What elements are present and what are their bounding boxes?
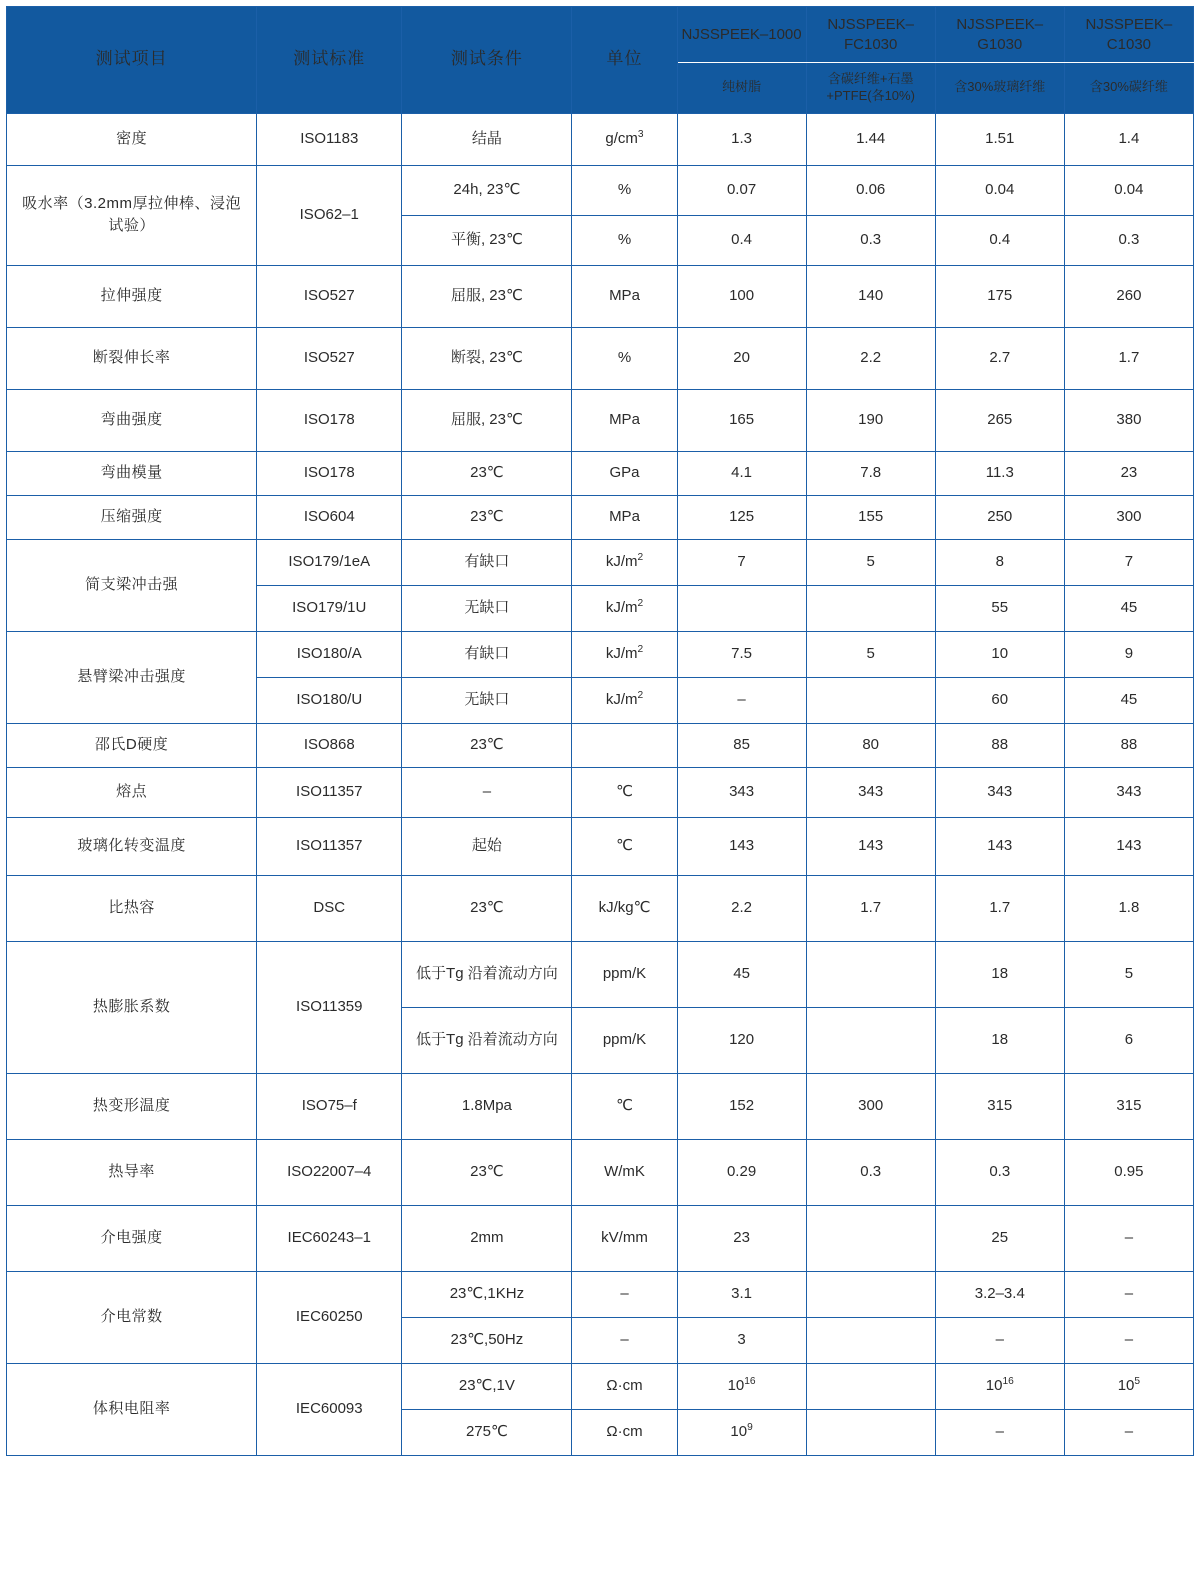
cell-value-4: 260: [1064, 265, 1193, 327]
cell-test-item: 熔点: [7, 767, 257, 817]
cell-value-1: 0.07: [677, 165, 806, 215]
cell-unit: %: [572, 215, 677, 265]
cell-value-2: [806, 1409, 935, 1455]
cell-value-3: 8: [935, 539, 1064, 585]
cell-test-condition: 屈服, 23℃: [402, 265, 572, 327]
cell-value-3: 18: [935, 1007, 1064, 1073]
cell-value-4: 343: [1064, 767, 1193, 817]
cell-unit: %: [572, 165, 677, 215]
cell-value-4: 1.8: [1064, 875, 1193, 941]
cell-value-2: 1.44: [806, 113, 935, 165]
cell-unit: $g/cm^3$: [572, 113, 677, 165]
cell-value-2: [806, 941, 935, 1007]
cell-test-condition: 23℃: [402, 723, 572, 767]
cell-unit: GPa: [572, 451, 677, 495]
cell-test-item: 比热容: [7, 875, 257, 941]
cell-value-3: 1.7: [935, 875, 1064, 941]
cell-unit: [572, 723, 677, 767]
cell-value-3: 2.7: [935, 327, 1064, 389]
cell-value-4: 45: [1064, 585, 1193, 631]
cell-value-2: 80: [806, 723, 935, 767]
cell-value-1: 1.3: [677, 113, 806, 165]
cell-test-standard: ISO179/1eA: [257, 539, 402, 585]
cell-unit: $kJ/m^2$: [572, 677, 677, 723]
table-row: [7, 1363, 1194, 1409]
cell-test-item: 介电强度: [7, 1205, 257, 1271]
cell-test-condition: 起始: [402, 817, 572, 875]
cell-test-condition: 23℃,1V: [402, 1363, 572, 1409]
cell-value-3: 11.3: [935, 451, 1064, 495]
cell-unit: –: [572, 1271, 677, 1317]
cell-value-4: 1.7: [1064, 327, 1193, 389]
cell-test-standard: ISO179/1U: [257, 585, 402, 631]
cell-test-item: 密度: [7, 113, 257, 165]
cell-value-4: 143: [1064, 817, 1193, 875]
cell-value-4: 6: [1064, 1007, 1193, 1073]
table-row: [7, 165, 1194, 215]
cell-test-item: 断裂伸长率: [7, 327, 257, 389]
cell-value-1: 343: [677, 767, 806, 817]
cell-value-2: 190: [806, 389, 935, 451]
table-row: [7, 723, 1194, 767]
cell-value-4: 9: [1064, 631, 1193, 677]
cell-value-3: 55: [935, 585, 1064, 631]
cell-value-4: 0.95: [1064, 1139, 1193, 1205]
cell-value-1: 120: [677, 1007, 806, 1073]
table-row: [7, 539, 1194, 585]
cell-test-standard: ISO527: [257, 327, 402, 389]
header-test-item: 测试项目: [7, 7, 257, 114]
cell-test-condition: 低于Tg 沿着流动方向: [402, 941, 572, 1007]
cell-test-standard: ISO22007–4: [257, 1139, 402, 1205]
cell-unit: MPa: [572, 389, 677, 451]
cell-value-1: 4.1: [677, 451, 806, 495]
cell-value-2: [806, 1317, 935, 1363]
cell-test-condition: 275℃: [402, 1409, 572, 1455]
cell-value-4: 380: [1064, 389, 1193, 451]
cell-value-4: 45: [1064, 677, 1193, 723]
cell-test-condition: 断裂, 23℃: [402, 327, 572, 389]
cell-unit: kJ/kg℃: [572, 875, 677, 941]
table-row: [7, 817, 1194, 875]
cell-value-4: $10^5$: [1064, 1363, 1193, 1409]
cell-value-3: 60: [935, 677, 1064, 723]
cell-test-condition: 有缺口: [402, 631, 572, 677]
cell-test-condition: 低于Tg 沿着流动方向: [402, 1007, 572, 1073]
table-row: [7, 113, 1194, 165]
cell-unit: ppm/K: [572, 941, 677, 1007]
cell-test-condition: 屈服, 23℃: [402, 389, 572, 451]
cell-test-standard: ISO11357: [257, 817, 402, 875]
cell-value-4: 7: [1064, 539, 1193, 585]
table-row: [7, 389, 1194, 451]
specification-table: [6, 6, 1194, 1456]
header-product-desc-2: 含碳纤维+石墨+PTFE(各10%): [806, 63, 935, 114]
cell-value-4: 0.3: [1064, 215, 1193, 265]
cell-test-item: 悬臂梁冲击强度: [7, 631, 257, 723]
cell-value-1: 23: [677, 1205, 806, 1271]
cell-value-4: 5: [1064, 941, 1193, 1007]
cell-value-2: 0.3: [806, 1139, 935, 1205]
cell-value-1: [677, 585, 806, 631]
header-product-desc-4: 含30%碳纤维: [1064, 63, 1193, 114]
cell-unit: $kJ/m^2$: [572, 539, 677, 585]
cell-value-3: 250: [935, 495, 1064, 539]
cell-test-condition: 23℃: [402, 451, 572, 495]
cell-value-1: 100: [677, 265, 806, 327]
header-product-name-3: NJSSPEEK–G1030: [935, 7, 1064, 63]
cell-value-2: 5: [806, 631, 935, 677]
cell-test-condition: 23℃: [402, 875, 572, 941]
cell-value-3: 3.2–3.4: [935, 1271, 1064, 1317]
cell-value-4: 300: [1064, 495, 1193, 539]
cell-test-item: 简支梁冲击强: [7, 539, 257, 631]
cell-test-condition: 1.8Mpa: [402, 1073, 572, 1139]
cell-value-1: 85: [677, 723, 806, 767]
cell-value-1: 20: [677, 327, 806, 389]
cell-test-item: 拉伸强度: [7, 265, 257, 327]
cell-value-2: 0.3: [806, 215, 935, 265]
cell-value-4: –: [1064, 1409, 1193, 1455]
cell-unit: Ω·cm: [572, 1409, 677, 1455]
cell-test-item: 弯曲模量: [7, 451, 257, 495]
table-row: [7, 1271, 1194, 1317]
cell-value-4: –: [1064, 1205, 1193, 1271]
cell-test-standard: ISO11357: [257, 767, 402, 817]
cell-value-1: 0.29: [677, 1139, 806, 1205]
cell-value-3: 1.51: [935, 113, 1064, 165]
cell-unit: Ω·cm: [572, 1363, 677, 1409]
cell-value-1: 125: [677, 495, 806, 539]
header-test-condition: 测试条件: [402, 7, 572, 114]
cell-test-condition: 23℃,1KHz: [402, 1271, 572, 1317]
cell-test-condition: 23℃: [402, 1139, 572, 1205]
cell-value-2: [806, 677, 935, 723]
cell-value-3: 315: [935, 1073, 1064, 1139]
cell-value-2: [806, 1271, 935, 1317]
cell-value-1: 2.2: [677, 875, 806, 941]
cell-value-3: 88: [935, 723, 1064, 767]
cell-test-standard: ISO1183: [257, 113, 402, 165]
cell-value-4: 315: [1064, 1073, 1193, 1139]
cell-test-standard: ISO868: [257, 723, 402, 767]
cell-value-1: 45: [677, 941, 806, 1007]
cell-unit: $kJ/m^2$: [572, 631, 677, 677]
cell-test-standard: ISO62–1: [257, 165, 402, 265]
cell-test-standard: ISO180/A: [257, 631, 402, 677]
table-row: [7, 265, 1194, 327]
table-row: [7, 451, 1194, 495]
cell-value-3: –: [935, 1317, 1064, 1363]
cell-value-1: $10^{16}$: [677, 1363, 806, 1409]
cell-value-3: 175: [935, 265, 1064, 327]
cell-test-condition: 24h, 23℃: [402, 165, 572, 215]
cell-test-condition: 23℃,50Hz: [402, 1317, 572, 1363]
cell-value-1: 3.1: [677, 1271, 806, 1317]
cell-test-condition: 平衡, 23℃: [402, 215, 572, 265]
cell-value-3: 18: [935, 941, 1064, 1007]
cell-value-4: 1.4: [1064, 113, 1193, 165]
cell-value-3: 10: [935, 631, 1064, 677]
header-test-standard: 测试标准: [257, 7, 402, 114]
cell-value-3: 0.4: [935, 215, 1064, 265]
cell-test-standard: ISO180/U: [257, 677, 402, 723]
cell-test-standard: ISO527: [257, 265, 402, 327]
table-row: [7, 1073, 1194, 1139]
cell-unit: %: [572, 327, 677, 389]
cell-unit: ℃: [572, 817, 677, 875]
cell-value-2: [806, 1205, 935, 1271]
table-row: [7, 941, 1194, 1007]
cell-value-2: [806, 1007, 935, 1073]
cell-test-condition: –: [402, 767, 572, 817]
cell-test-item: 玻璃化转变温度: [7, 817, 257, 875]
cell-value-4: 88: [1064, 723, 1193, 767]
cell-test-condition: 结晶: [402, 113, 572, 165]
cell-value-3: –: [935, 1409, 1064, 1455]
cell-unit: W/mK: [572, 1139, 677, 1205]
cell-test-standard: ISO75–f: [257, 1073, 402, 1139]
cell-value-2: 1.7: [806, 875, 935, 941]
table-row: [7, 495, 1194, 539]
cell-value-2: 155: [806, 495, 935, 539]
cell-value-3: 265: [935, 389, 1064, 451]
cell-unit: MPa: [572, 495, 677, 539]
cell-value-1: 152: [677, 1073, 806, 1139]
cell-test-standard: ISO11359: [257, 941, 402, 1073]
cell-test-standard: IEC60093: [257, 1363, 402, 1455]
cell-test-item: 吸水率（3.2mm厚拉伸棒、浸泡试验）: [7, 165, 257, 265]
header-product-name-2: NJSSPEEK–FC1030: [806, 7, 935, 63]
table-row: [7, 631, 1194, 677]
cell-value-2: 5: [806, 539, 935, 585]
cell-unit: kV/mm: [572, 1205, 677, 1271]
cell-value-2: 143: [806, 817, 935, 875]
cell-test-condition: 有缺口: [402, 539, 572, 585]
cell-test-standard: ISO178: [257, 389, 402, 451]
header-product-desc-3: 含30%玻璃纤维: [935, 63, 1064, 114]
table-row: [7, 767, 1194, 817]
cell-value-1: 7: [677, 539, 806, 585]
cell-test-condition: 23℃: [402, 495, 572, 539]
cell-value-4: 23: [1064, 451, 1193, 495]
header-unit: 单位: [572, 7, 677, 114]
cell-value-2: [806, 1363, 935, 1409]
header-product-name-1: NJSSPEEK–1000: [677, 7, 806, 63]
cell-value-4: –: [1064, 1271, 1193, 1317]
cell-test-item: 压缩强度: [7, 495, 257, 539]
cell-value-2: 300: [806, 1073, 935, 1139]
cell-test-standard: IEC60250: [257, 1271, 402, 1363]
cell-unit: –: [572, 1317, 677, 1363]
table-header: [7, 7, 1194, 114]
cell-value-2: 343: [806, 767, 935, 817]
table-row: [7, 1205, 1194, 1271]
cell-test-item: 热膨胀系数: [7, 941, 257, 1073]
cell-test-item: 弯曲强度: [7, 389, 257, 451]
cell-test-standard: ISO178: [257, 451, 402, 495]
cell-test-item: 邵氏D硬度: [7, 723, 257, 767]
cell-test-item: 介电常数: [7, 1271, 257, 1363]
cell-value-3: 0.3: [935, 1139, 1064, 1205]
cell-test-item: 热变形温度: [7, 1073, 257, 1139]
cell-value-1: 7.5: [677, 631, 806, 677]
cell-value-2: 7.8: [806, 451, 935, 495]
cell-value-2: 140: [806, 265, 935, 327]
cell-unit: ppm/K: [572, 1007, 677, 1073]
cell-test-item: 热导率: [7, 1139, 257, 1205]
cell-unit: ℃: [572, 1073, 677, 1139]
cell-value-1: 165: [677, 389, 806, 451]
cell-value-1: 3: [677, 1317, 806, 1363]
cell-value-1: 143: [677, 817, 806, 875]
cell-value-2: [806, 585, 935, 631]
cell-value-1: $10^9$: [677, 1409, 806, 1455]
cell-value-1: 0.4: [677, 215, 806, 265]
cell-unit: ℃: [572, 767, 677, 817]
cell-value-3: 343: [935, 767, 1064, 817]
cell-test-condition: 2mm: [402, 1205, 572, 1271]
cell-value-3: $10^{16}$: [935, 1363, 1064, 1409]
header-product-name-4: NJSSPEEK–C1030: [1064, 7, 1193, 63]
table-row: [7, 327, 1194, 389]
cell-value-3: 0.04: [935, 165, 1064, 215]
cell-value-2: 2.2: [806, 327, 935, 389]
cell-value-4: –: [1064, 1317, 1193, 1363]
cell-test-condition: 无缺口: [402, 585, 572, 631]
header-product-desc-1: 纯树脂: [677, 63, 806, 114]
cell-value-3: 143: [935, 817, 1064, 875]
cell-test-item: 体积电阻率: [7, 1363, 257, 1455]
cell-test-standard: DSC: [257, 875, 402, 941]
table-body: [7, 113, 1194, 1455]
cell-test-standard: ISO604: [257, 495, 402, 539]
table-row: [7, 1139, 1194, 1205]
cell-value-1: –: [677, 677, 806, 723]
cell-value-3: 25: [935, 1205, 1064, 1271]
cell-unit: MPa: [572, 265, 677, 327]
cell-unit: $kJ/m^2$: [572, 585, 677, 631]
cell-test-standard: IEC60243–1: [257, 1205, 402, 1271]
cell-value-2: 0.06: [806, 165, 935, 215]
table-row: [7, 875, 1194, 941]
cell-test-condition: 无缺口: [402, 677, 572, 723]
cell-value-4: 0.04: [1064, 165, 1193, 215]
